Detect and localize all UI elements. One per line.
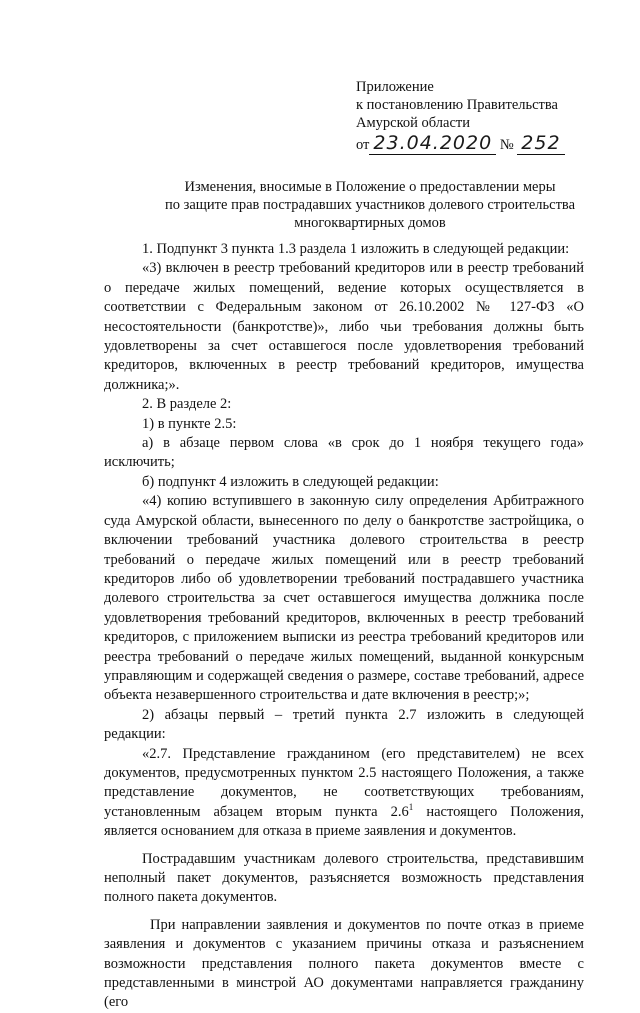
document-title <box>100 178 640 232</box>
paragraph: 2. В разделе 2: <box>142 396 232 413</box>
appendix-block <box>356 78 565 154</box>
paragraph-text: «2.7. Представление гражданином (его представителем) не всех документов, предусмотренных пунктом 2.5 настоящего Положения, а также представление документов, не соответствующих требованиям, установленным абзацем вторым пункта 2.6 <box>104 745 584 820</box>
appendix-reference: к постановлению Правительства <box>356 97 558 113</box>
order-date-line <box>356 134 565 154</box>
title-line-1: Изменения, вносимые в Положение о предоставлении меры <box>184 179 556 195</box>
date-prefix: от <box>356 137 370 153</box>
paragraph: «4) копию вступившего в законную силу определения Арбитражного суда Амурской области, вынесенного по делу о банкротстве застройщика, о включении требований участника долевого строительства в реестр требований о передаче жилых помещений или в реестр требований кредиторов либо об удовлетворении требований пострадавшего участника долевого строительства за счет оставшегося имущества должника после удовлетворения требований кредиторов, включенных в реестр требований кредиторов, с приложением выписки из реестра требований кредиторов или реестра требований о передаче жилых помещений, выданной конкурсным управляющим и содержащей сведения о размере, составе требований, адресе объекта незавершенного строительства и дате включения в реестр;»; <box>104 493 584 704</box>
appendix-region: Амурской области <box>356 115 470 131</box>
appendix-heading: Приложение <box>356 79 434 95</box>
number-prefix: № <box>499 137 514 153</box>
paragraph: «3) включен в реестр требований кредиторов или в реестр требований о передаче жилых помещений, ведение которых осуществляется в соответствии с Федеральным законом от 26.10.2002 № 127-ФЗ «О несостоятельности (банкротстве)», либо чьи требования должны быть удовлетворены за счет оставшегося после удовлетворения требований кредиторов, включенных в реестр требований кредиторов, имущества должника;». <box>104 260 584 393</box>
paragraph: 1. Подпункт 3 пункта 1.3 раздела 1 изложить в следующей редакции: <box>142 241 570 257</box>
paragraph: Пострадавшим участникам долевого строительства, представившим неполный пакет документов, разъясняется возможность представления полного пакета документов. <box>104 850 584 906</box>
paragraph: б) подпункт 4 изложить в следующей редакции: <box>142 473 439 490</box>
paragraph: 2) абзацы первый – третий пункта 2.7 изложить в следующей редакции: <box>104 706 584 743</box>
handwritten-number: 252 <box>517 132 564 155</box>
paragraph: При направлении заявления и документов по почте отказ в приеме заявления и документов с указанием причины отказа и разъяснением возможности представления полного пакета документов вместе с представленными в минстрой АО документами направляется гражданину (его <box>104 916 584 1011</box>
paragraph: 1) в пункте 2.5: <box>142 415 237 432</box>
title-line-3: многоквартирных домов <box>294 215 446 231</box>
title-line-2: по защите прав пострадавших участников долевого строительства <box>164 197 576 213</box>
document-body <box>104 240 584 1013</box>
paragraph-text: настоящего Положения, является основанием для отказа в приеме заявления и документов. <box>104 803 584 840</box>
paragraph <box>104 745 584 842</box>
paragraph: а) в абзаце первом слова «в срок до 1 ноября текущего года» исключить; <box>104 435 584 471</box>
superscript-index: 1 <box>408 801 414 812</box>
handwritten-date: 23.04.2020 <box>369 132 496 155</box>
